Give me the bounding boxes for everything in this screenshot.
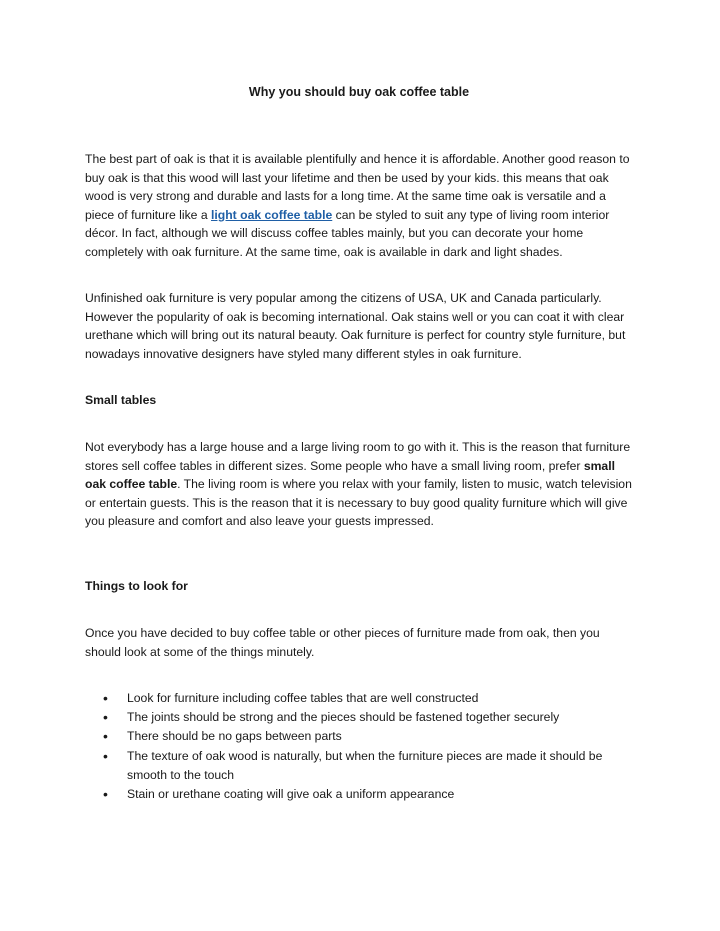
document-title: Why you should buy oak coffee table	[248, 85, 470, 99]
paragraph-text: can be styled to suit any type of living room interior décor. In fact, although we will discuss coffee tables mainly, but you can decorate your home completely with oak furniture. At the same time, oak is available in dark and light shades.	[85, 207, 610, 259]
paragraph-look-for-intro: Once you have decided to buy coffee table or other pieces of furniture made from oak, then you should look at some of the things minutely.	[85, 626, 600, 659]
heading-things-to-look-for: Things to look for	[85, 579, 188, 593]
paragraph-oak-popularity: Unfinished oak furniture is very popular among the citizens of USA, UK and Canada particularly. However the popularity of oak is becoming international. Oak stains well or you can coat it with clear urethane which will bring out its natural beauty. Oak furniture is perfect for country style furniture, but nowadays innovative designers have styled many different styles in oak furniture.	[85, 291, 626, 361]
bold-phrase: small oak coffee table	[85, 458, 615, 492]
heading-small-tables: Small tables	[85, 393, 157, 407]
list-item: • The texture of oak wood is naturally, but when the furniture pieces are made it should be smooth to the touch	[85, 747, 635, 785]
list-item: • The joints should be strong and the pieces should be fastened together securely	[85, 708, 635, 727]
list-item: • Look for furniture including coffee tables that are well constructed	[85, 689, 635, 708]
paragraph-text: . The living room is where you relax with your family, listen to music, watch television or entertain guests. This is the reason that it is necessary to buy good quality furniture which will give you pleasure and comfort and also leave your guests impressed.	[85, 477, 632, 529]
bullet-list	[85, 689, 635, 804]
list-item: • Stain or urethane coating will give oak a uniform appearance	[85, 785, 635, 804]
paragraph-text: Not everybody has a large house and a large living room to go with it. This is the reason that furniture stores sell coffee tables in different sizes. Some people who have a small living room, prefer	[85, 440, 631, 473]
list-item: • There should be no gaps between parts	[85, 727, 635, 746]
paragraph-text: The best part of oak is that it is available plentifully and hence it is affordable. Another good reason to buy oak is that this wood will last your lifetime and then be used by your kids. this means that oak wood is very strong and durable and lasts for a long time. At the same time oak is versatile and a piece of furniture like a	[85, 152, 630, 222]
paragraph-oak-benefits	[85, 150, 635, 262]
paragraph-small-tables	[85, 438, 635, 531]
light-oak-coffee-table-link[interactable]: light oak coffee table	[211, 207, 333, 222]
